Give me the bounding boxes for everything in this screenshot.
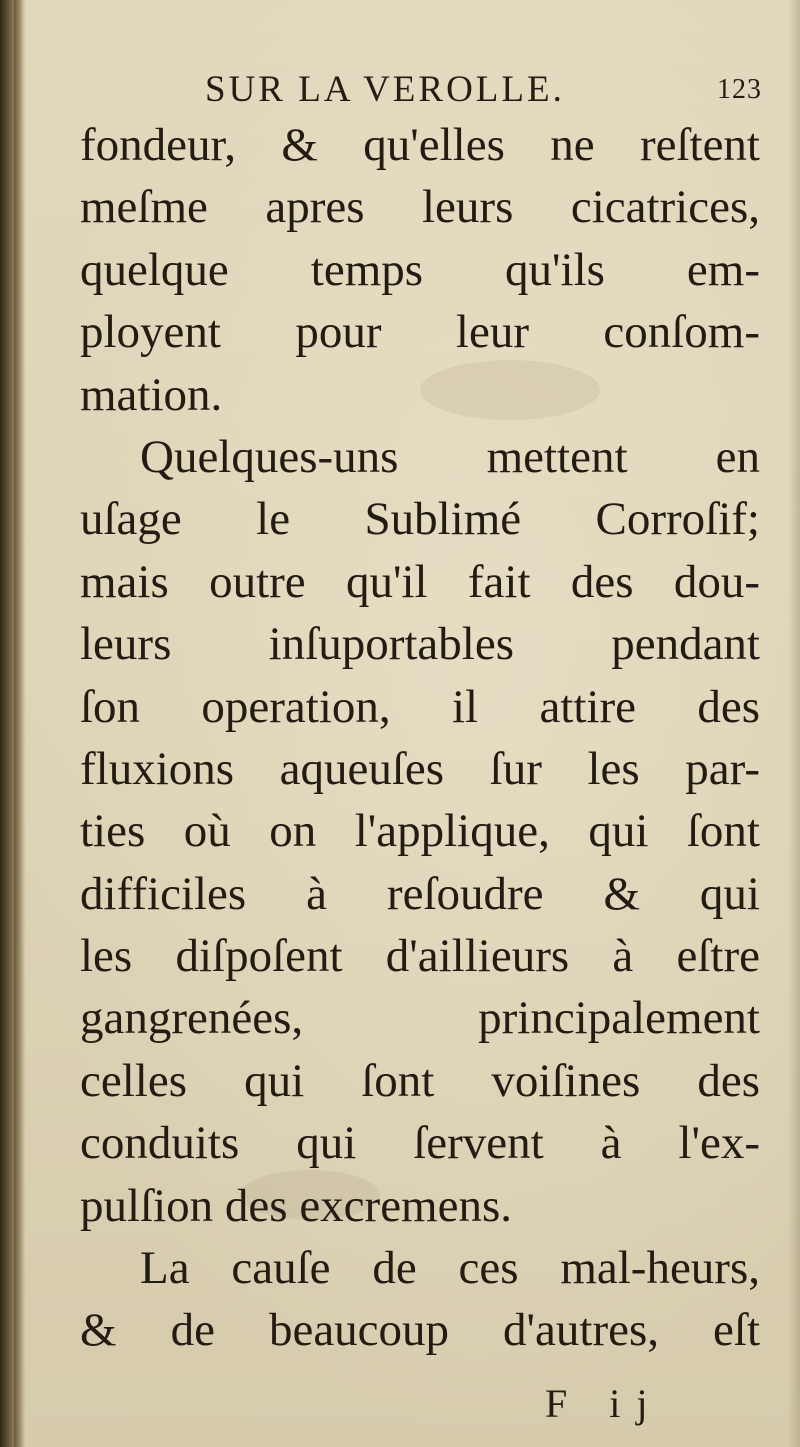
text-line: difficiles à reſoudre & qui	[80, 867, 760, 920]
running-title: SUR LA VEROLLE.	[205, 69, 565, 110]
text-line: fluxions aqueuſes ſur les par-	[80, 742, 760, 795]
text-line: conduits qui ſervent à l'ex-	[80, 1117, 760, 1170]
text-line: pulſion des excremens.	[80, 1179, 513, 1232]
gutter-shadow	[14, 0, 24, 1447]
page-number: 123	[717, 74, 762, 105]
text-line: quelque temps qu'ils em-	[80, 243, 760, 296]
text-line: & de beaucoup d'autres, eſt	[80, 1304, 760, 1357]
text-line: La cauſe de ces mal-heurs,	[140, 1242, 760, 1295]
text-line: uſage le Sublimé Corroſif;	[80, 493, 760, 546]
text-line: les diſpoſent d'aillieurs à eſtre	[80, 930, 760, 983]
page-edge-shadow	[788, 0, 800, 1447]
text-line: ſon operation, il attire des	[80, 680, 760, 733]
page-header	[205, 68, 765, 118]
text-line: leurs inſuportables pendant	[80, 618, 760, 671]
text-line: gangrenées, principalement	[80, 992, 760, 1045]
text-line: Quelques-uns mettent en	[140, 430, 760, 483]
signature-mark: F ij	[545, 1381, 664, 1426]
text-line: ties où on l'applique, qui ſont	[80, 805, 760, 858]
text-line: mais outre qu'il fait des dou-	[80, 555, 760, 608]
text-line: fondeur, & qu'elles ne reſtent	[80, 119, 760, 171]
body-text	[80, 114, 760, 1362]
text-line: mation.	[80, 368, 223, 421]
text-line: celles qui ſont voiſines des	[80, 1054, 760, 1107]
text-line: ployent pour leur conſom-	[80, 306, 760, 359]
text-line: meſme apres leurs cicatrices,	[80, 181, 760, 234]
